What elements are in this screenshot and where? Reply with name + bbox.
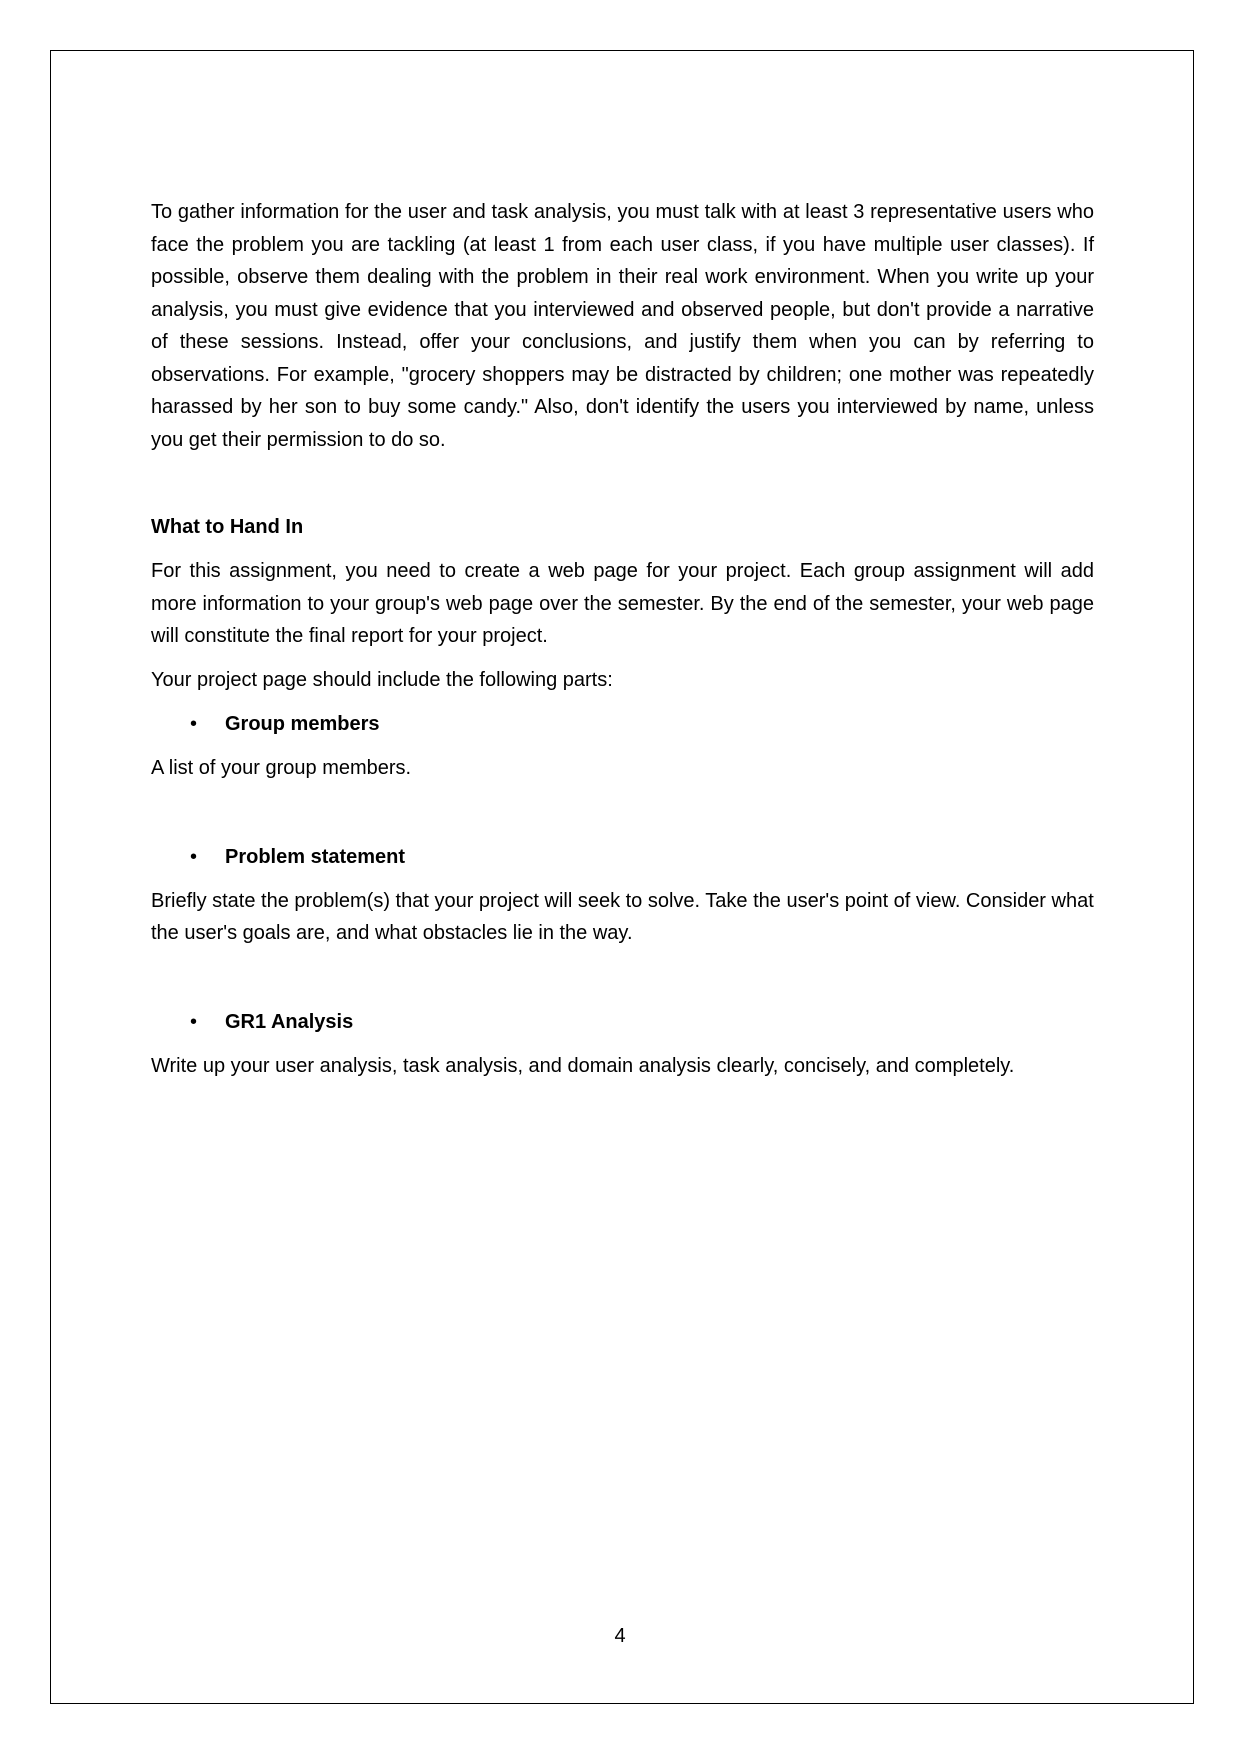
- hand-in-paragraph: For this assignment, you need to create a web page for your project. Each group assignment will add more information to your group's web page over the semester. By the end of the semester, your web page will constitute the final report for your project.: [151, 560, 1094, 647]
- bullet-item-gr1-analysis: [151, 1006, 1094, 1038]
- part-description: Briefly state the problem(s) that your project will seek to solve. Take the user's point of view. Consider what the user's goals are, and what obstacles lie in the way.: [151, 889, 1094, 944]
- bullet-icon: •: [190, 845, 198, 868]
- bullet-icon: •: [190, 713, 198, 735]
- section-heading: What to Hand In: [151, 516, 304, 538]
- part-description: A list of your group members.: [151, 757, 412, 779]
- document-body: [151, 196, 1094, 1082]
- bullet-title: Problem statement: [225, 845, 406, 868]
- parts-intro: Your project page should include the following parts:: [151, 668, 613, 691]
- intro-paragraph: To gather information for the user and task analysis, you must talk with at least 3 representative users who face the problem you are tackling (at least 1 from each user class, if you have multiple user classes). If possible, observe them dealing with the problem in their real work environment. When you write up your analysis, you must give evidence that you interviewed and observed people, but don't provide a narrative of these sessions. Instead, offer your conclusions, and justify them when you can by referring to observations. For example, "grocery shoppers may be distracted by children; one mother was repeatedly harassed by her son to buy some candy." Also, don't identify the users you interviewed by name, unless you get their permission to do so.: [151, 201, 1094, 451]
- part-description: Write up your user analysis, task analysis, and domain analysis clearly, concisely, and completely.: [151, 1054, 1015, 1077]
- bullet-item-group-members: [151, 708, 1094, 740]
- bullet-item-problem-statement: [151, 841, 1094, 873]
- bullet-icon: •: [190, 1010, 198, 1033]
- bullet-title: Group members: [225, 713, 380, 735]
- page-number: 4: [614, 1625, 626, 1647]
- bullet-title: GR1 Analysis: [225, 1010, 354, 1033]
